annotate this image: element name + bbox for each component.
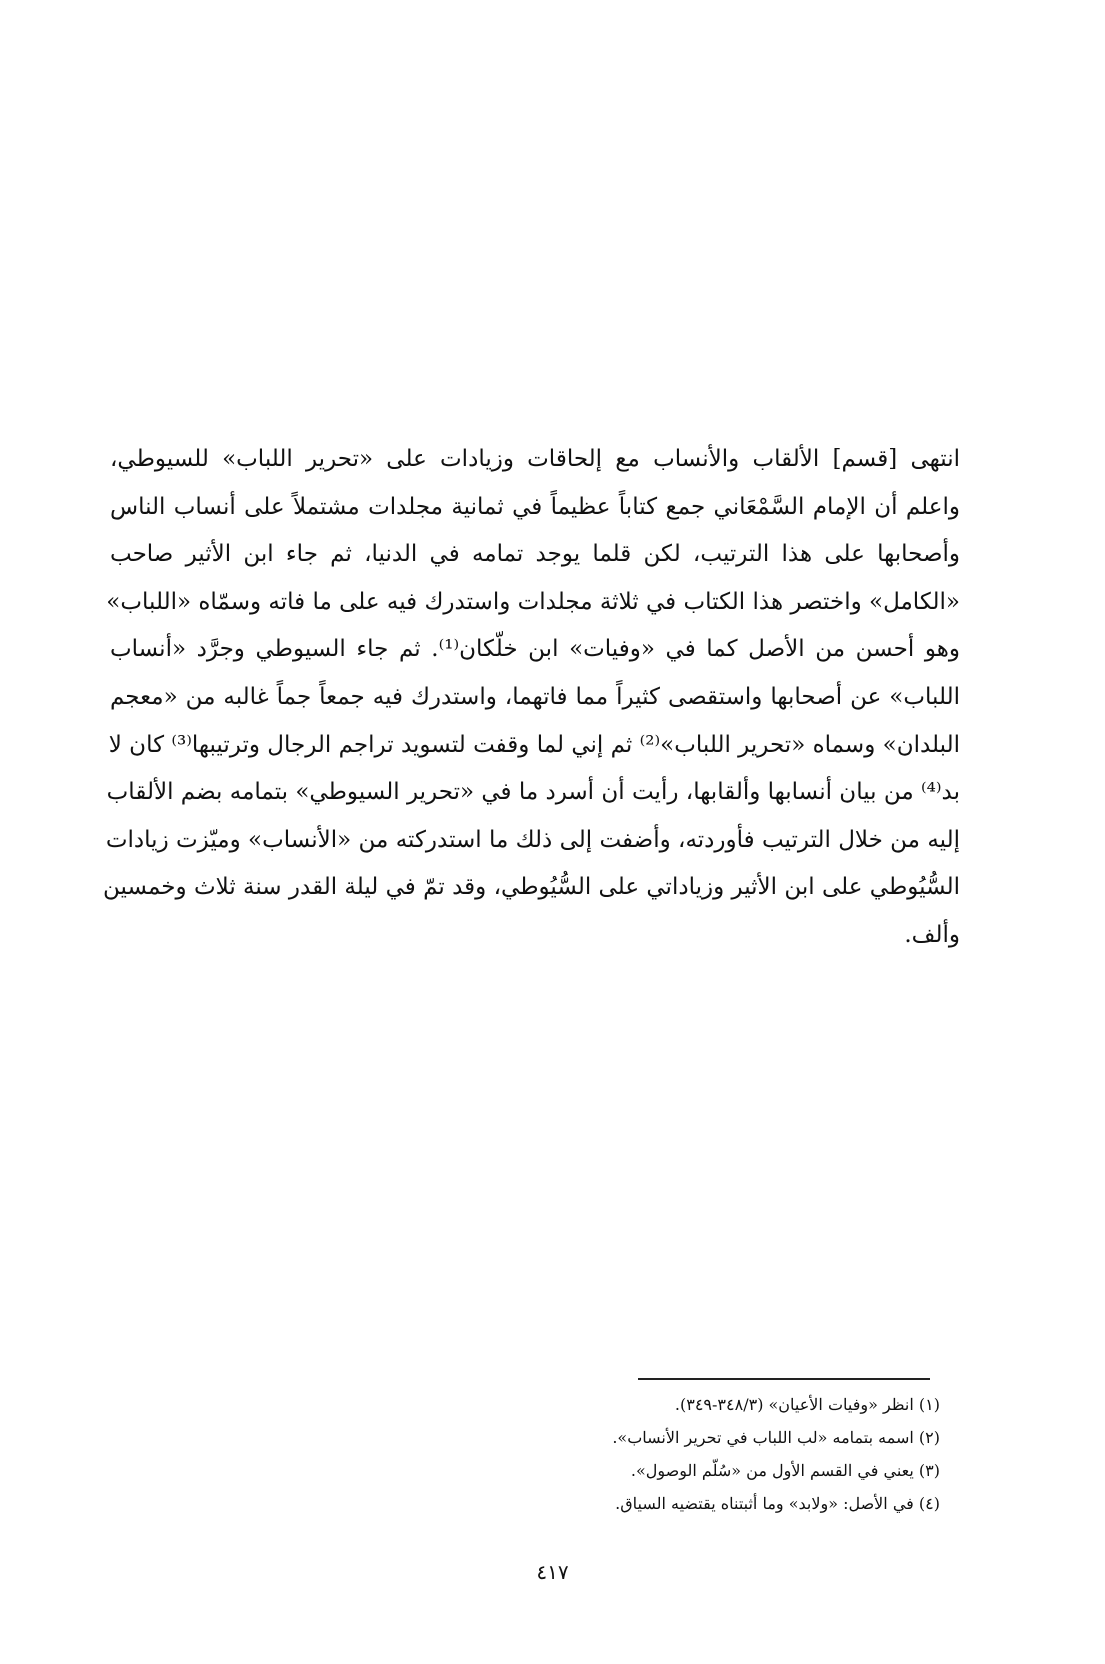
footnote-item: (٢) اسمه بتمامه «لب اللباب في تحرير الأنساب». [612, 1428, 940, 1447]
text-line: اللباب» عن أصحابها واستقصى كثيراً مما فاتهما، واستدرك فيه جمعاً جماً غالبه من «معجم [110, 683, 960, 710]
main-text-block [103, 436, 961, 960]
text-line: السُّيُوطي على ابن الأثير وزياداتي على السُّيُوطي، وقد تمّ في ليلة القدر سنة ثلاث وخمسين [103, 874, 960, 901]
footnote-item: (١) انظر «وفيات الأعيان» (٣٤٨/٣-٣٤٩). [674, 1395, 940, 1414]
text-line: وأصحابها على هذا الترتيب، لكن قلما يوجد تمامه في الدنيا، ثم جاء ابن الأثير صاحب [110, 541, 960, 568]
text-line: بد⁽⁴⁾ من بيان أنسابها وألقابها، رأيت أن أسرد ما في «تحرير السيوطي» بتمامه بضم الألقاب [106, 779, 960, 806]
page-number: ٤١٧ [536, 1560, 569, 1584]
footnote-item: (٣) يعني في القسم الأول من «سُلّم الوصول». [630, 1461, 940, 1480]
text-line: إليه من خلال الترتيب فأوردته، وأضفت إلى ذلك ما استدركته من «الأنساب» وميّزت زيادات [105, 826, 960, 853]
text-line: البلدان» وسماه «تحرير اللباب»⁽²⁾ ثم إني لما وقفت لتسويد تراجم الرجال وترتيبها⁽³⁾ كان لا [108, 731, 960, 758]
text-line: وألف. [904, 921, 960, 948]
footnote-divider [638, 1378, 930, 1380]
text-line: وهو أحسن من الأصل كما في «وفيات» ابن خلّكان⁽¹⁾. ثم جاء السيوطي وجرَّد «أنساب [110, 636, 961, 663]
text-line: «الكامل» واختصر هذا الكتاب في ثلاثة مجلدات واستدرك فيه على ما فاته وسمّاه «اللباب» [106, 588, 960, 615]
footnotes-list [560, 1388, 940, 1520]
footnote-item: (٤) في الأصل: «ولابد» وما أثبتناه يقتضيه السياق. [615, 1494, 940, 1513]
text-line: واعلم أن الإمام السَّمْعَاني جمع كتاباً عظيماً في ثمانية مجلدات مشتملاً على أنساب الناس [110, 493, 960, 520]
text-line: انتهى [قسم] الألقاب والأنساب مع إلحاقات وزيادات على «تحرير اللباب» للسيوطي، [110, 446, 960, 472]
